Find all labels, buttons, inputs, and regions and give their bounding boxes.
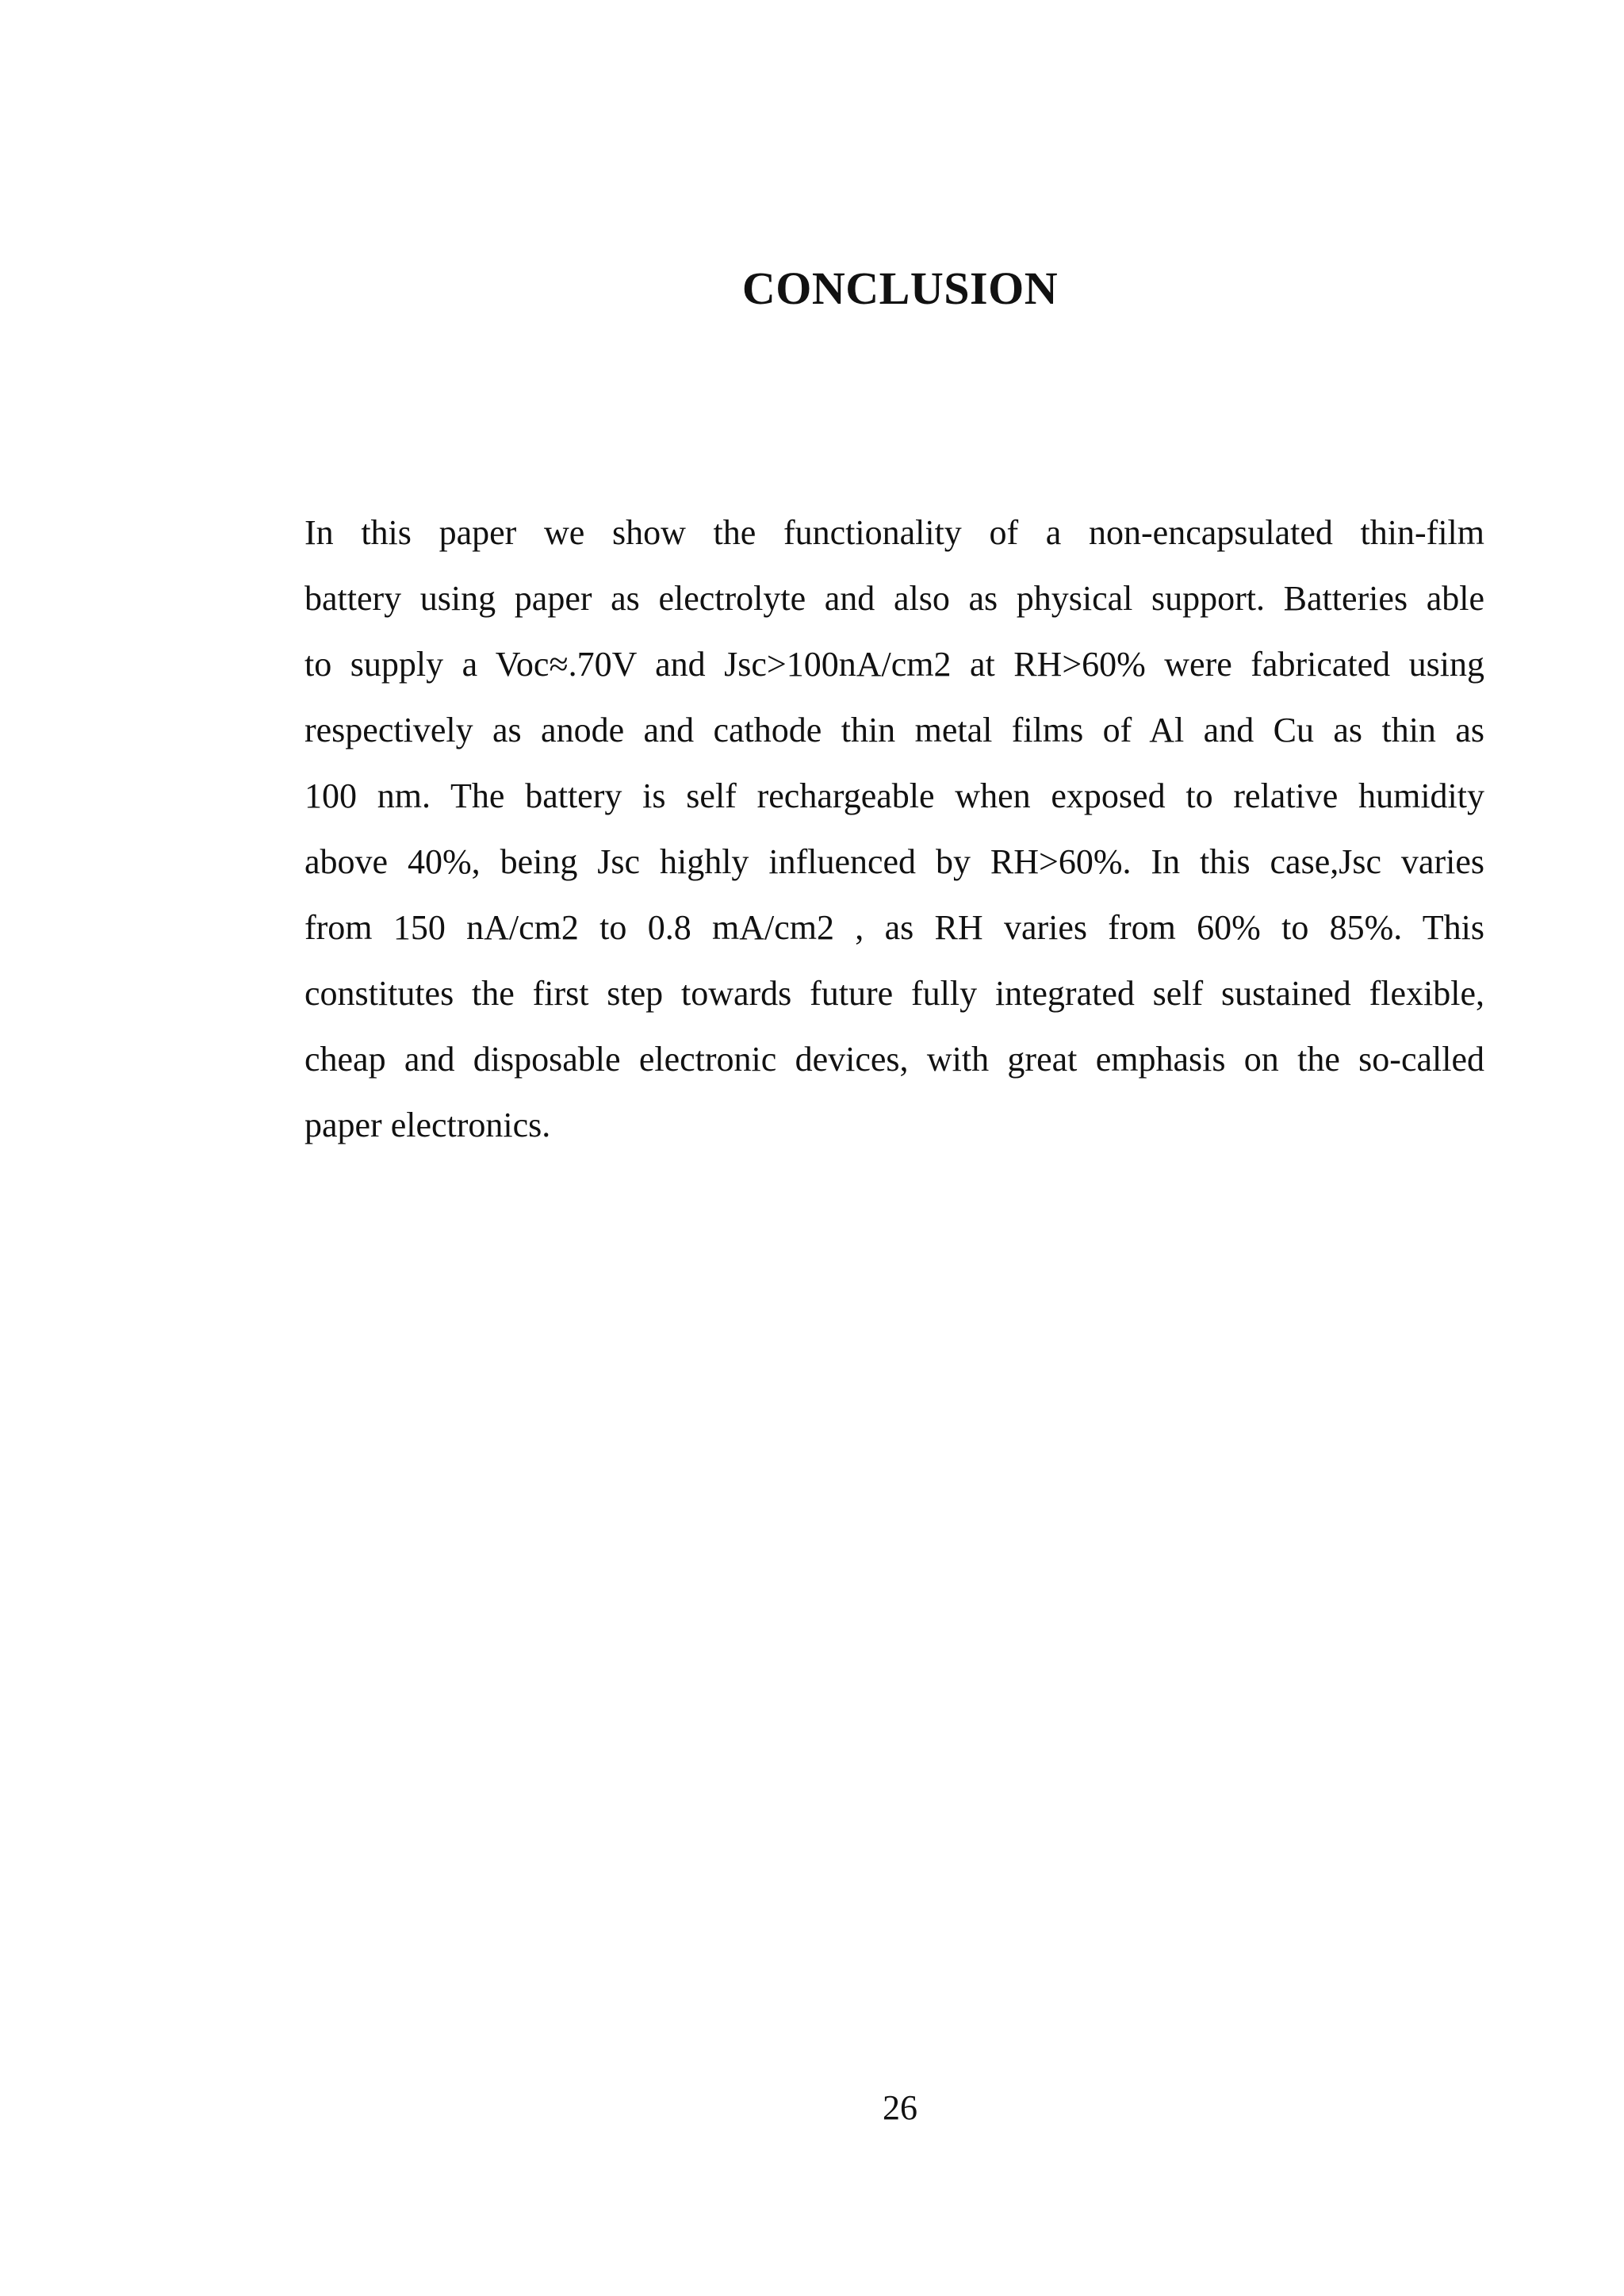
- paragraph-line: above 40%, being Jsc highly influenced by RH>60%. In this case,Jsc varies: [304, 842, 1484, 881]
- paragraph-line: 100 nm. The battery is self rechargeable when exposed to relative humidity: [304, 776, 1484, 815]
- paragraph-line: constitutes the first step towards future fully integrated self sustained flexible,: [304, 974, 1484, 1013]
- paragraph-line: battery using paper as electrolyte and also as physical support. Batteries able: [304, 579, 1484, 618]
- page-number: 26: [883, 2088, 917, 2127]
- section-heading: CONCLUSION: [741, 263, 1059, 314]
- paragraph-line: from 150 nA/cm2 to 0.8 mA/cm2 , as RH varies from 60% to 85%. This: [304, 908, 1484, 947]
- paragraph-line: In this paper we show the functionality of a non-encapsulated thin-film: [304, 513, 1484, 552]
- paragraph-line: cheap and disposable electronic devices, with great emphasis on the so-called: [304, 1040, 1484, 1079]
- conclusion-paragraph: [304, 500, 1484, 1158]
- paragraph-line: respectively as anode and cathode thin metal films of Al and Cu as thin as: [304, 711, 1484, 749]
- paragraph-line: to supply a Voc≈.70V and Jsc>100nA/cm2 at RH>60% were fabricated using: [304, 645, 1484, 684]
- paragraph-line: paper electronics.: [304, 1106, 551, 1144]
